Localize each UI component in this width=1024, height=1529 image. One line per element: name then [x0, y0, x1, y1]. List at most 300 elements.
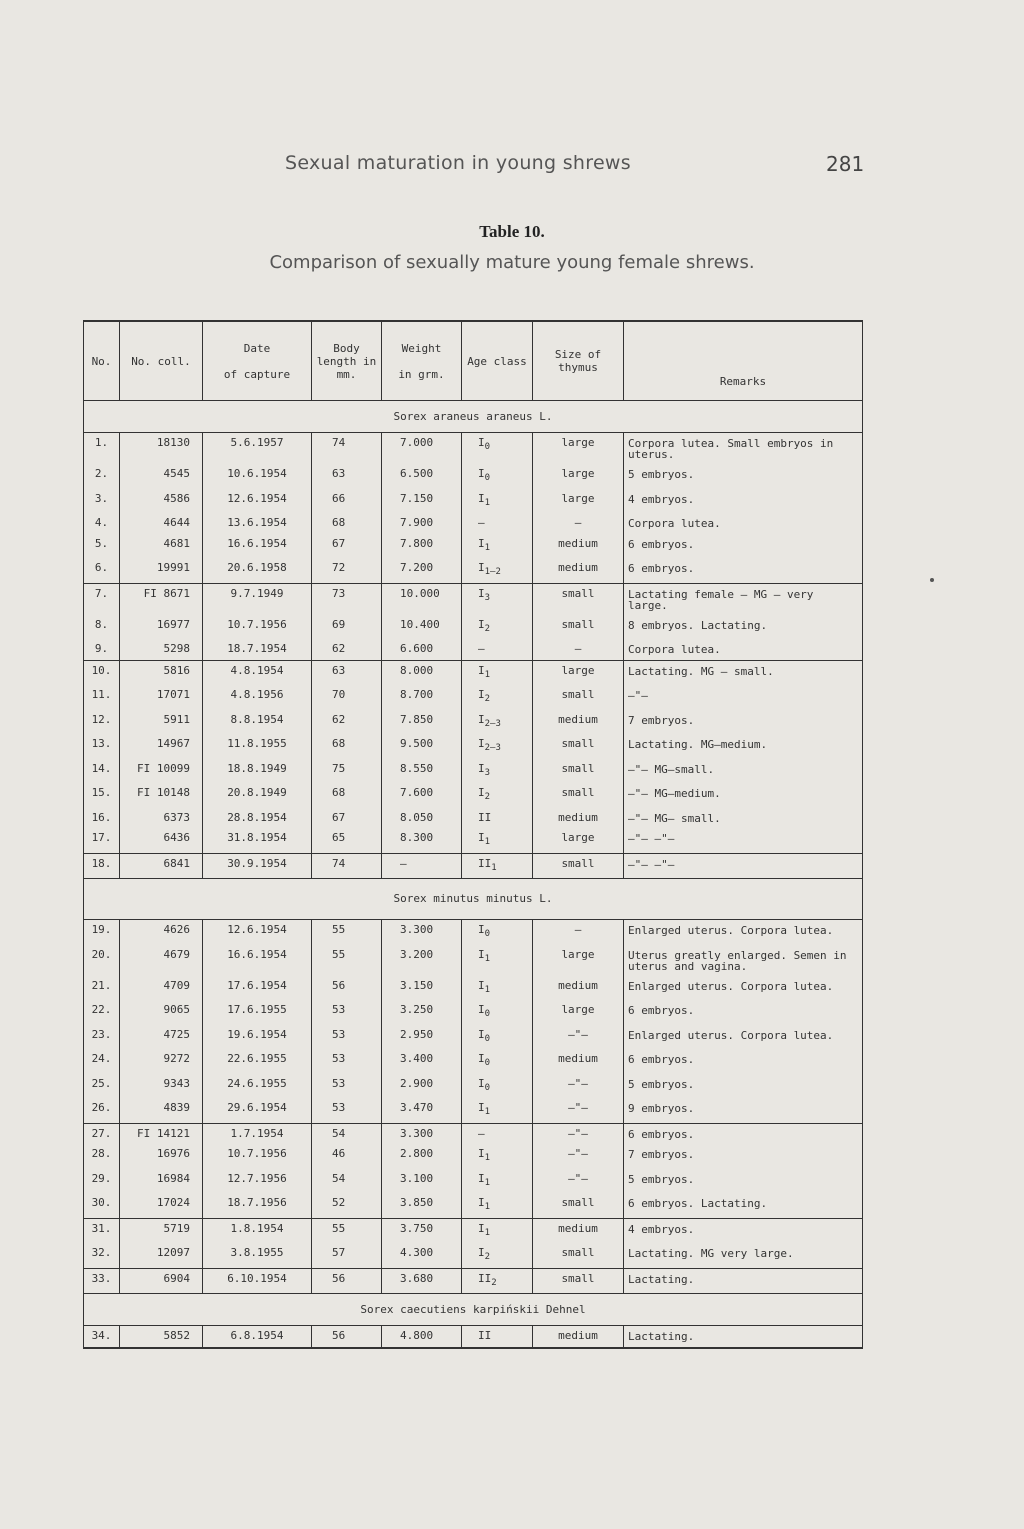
cell-remarks: Lactating female – MG – very large. — [624, 583, 863, 615]
cell-body-length: 69 — [312, 615, 382, 640]
cell-age-class — [462, 1098, 533, 1123]
cell-weight: 2.800 — [382, 1144, 462, 1169]
age-class-main: I — [478, 436, 485, 449]
cell-remarks: 4 embryos. — [624, 489, 863, 514]
cell-remarks: 6 embryos. — [624, 558, 863, 583]
cell-thymus-size: small — [533, 1243, 624, 1268]
cell-remarks: 4 embryos. — [624, 1218, 863, 1243]
col-header-remarks: Remarks — [624, 321, 863, 401]
cell-no: 5. — [84, 534, 120, 559]
age-class-subscript: 1 — [484, 984, 491, 995]
cell-remarks: Corpora lutea. — [624, 639, 863, 660]
age-class-subscript: 2 — [484, 694, 491, 704]
cell-weight: 7.900 — [382, 513, 462, 534]
age-class-subscript: 1 — [484, 1177, 491, 1188]
col-header-no: No. — [84, 321, 120, 401]
cell-date: 22.6.1955 — [203, 1049, 312, 1074]
table-row — [84, 710, 863, 735]
table-row — [84, 808, 863, 829]
cell-age-class — [462, 558, 533, 583]
cell-no: 1. — [84, 433, 120, 465]
cell-age-class — [462, 1193, 533, 1218]
age-class-subscript: 0 — [484, 1009, 491, 1019]
cell-thymus-size: medium — [533, 534, 624, 559]
cell-no: 34. — [84, 1326, 120, 1348]
cell-date: 31.8.1954 — [203, 828, 312, 853]
table-row — [84, 464, 863, 489]
cell-weight: 3.470 — [382, 1098, 462, 1123]
col-header-thymus: Size of thymus — [533, 321, 624, 401]
cell-age-class — [462, 534, 533, 559]
table-row — [84, 558, 863, 583]
table-row — [84, 1074, 863, 1099]
age-class-subscript: 1–2 — [484, 567, 501, 577]
cell-weight: 2.900 — [382, 1074, 462, 1099]
cell-weight: 3.300 — [382, 1123, 462, 1144]
cell-weight: 8.550 — [382, 759, 462, 784]
section-title: Sorex caecutiens karpińskii Dehnel — [84, 1294, 863, 1326]
cell-collection-number: 5816 — [120, 660, 203, 685]
cell-remarks: –"– MG–small. — [624, 759, 863, 784]
cell-body-length: 62 — [312, 639, 382, 660]
cell-no: 30. — [84, 1193, 120, 1218]
cell-remarks: 6 embryos. — [624, 1049, 863, 1074]
table-row — [84, 433, 863, 465]
cell-date: 17.6.1954 — [203, 976, 312, 1001]
cell-body-length: 56 — [312, 1268, 382, 1294]
cell-date: 1.7.1954 — [203, 1123, 312, 1144]
cell-body-length: 57 — [312, 1243, 382, 1268]
cell-body-length: 68 — [312, 513, 382, 534]
cell-remarks: 5 embryos. — [624, 1169, 863, 1194]
age-class-main: I — [478, 947, 485, 961]
table-row — [84, 1243, 863, 1268]
table-row — [84, 489, 863, 514]
cell-body-length: 54 — [312, 1169, 382, 1194]
cell-no: 24. — [84, 1049, 120, 1074]
cell-age-class — [462, 1025, 533, 1050]
table-row — [84, 1326, 863, 1348]
cell-collection-number: FI 8671 — [120, 583, 203, 615]
cell-no: 27. — [84, 1123, 120, 1144]
cell-age-class — [462, 920, 533, 945]
cell-thymus-size: large — [533, 660, 624, 685]
cell-date: 10.6.1954 — [203, 464, 312, 489]
age-class-subscript: 1 — [484, 1202, 491, 1212]
cell-body-length: 67 — [312, 808, 382, 829]
cell-body-length: 56 — [312, 976, 382, 1001]
cell-remarks: Enlarged uterus. Corpora lutea. — [624, 1025, 863, 1050]
cell-remarks: –"– MG– small. — [624, 808, 863, 829]
age-class-main: I — [478, 1003, 485, 1016]
cell-remarks: Lactating. MG – small. — [624, 660, 863, 685]
cell-age-class — [462, 639, 533, 660]
cell-weight: 7.800 — [382, 534, 462, 559]
cell-remarks: 6 embryos. Lactating. — [624, 1193, 863, 1218]
cell-weight: 7.600 — [382, 783, 462, 808]
cell-age-class — [462, 1074, 533, 1099]
cell-age-class — [462, 464, 533, 489]
age-class-subscript: 0 — [484, 929, 491, 939]
cell-remarks: 9 embryos. — [624, 1098, 863, 1123]
cell-weight: 4.800 — [382, 1326, 462, 1348]
cell-age-class — [462, 759, 533, 784]
cell-remarks: –"– — [624, 685, 863, 710]
table-row — [84, 615, 863, 640]
cell-weight: 8.700 — [382, 685, 462, 710]
age-class-main: I — [478, 1101, 485, 1114]
age-class-main: II — [478, 810, 492, 824]
col-header-length: Body length in mm. — [312, 321, 382, 401]
cell-weight: 6.600 — [382, 639, 462, 660]
cell-thymus-size: – — [533, 513, 624, 534]
cell-collection-number: 4725 — [120, 1025, 203, 1050]
cell-thymus-size: – — [533, 639, 624, 660]
cell-no: 6. — [84, 558, 120, 583]
cell-date: 13.6.1954 — [203, 513, 312, 534]
cell-body-length: 52 — [312, 1193, 382, 1218]
cell-age-class — [462, 1000, 533, 1025]
cell-thymus-size: small — [533, 685, 624, 710]
cell-remarks: Uterus greatly enlarged. Semen in uterus and vagina. — [624, 945, 863, 976]
cell-age-class — [462, 489, 533, 514]
cell-collection-number: 6373 — [120, 808, 203, 829]
cell-age-class — [462, 828, 533, 853]
table-row — [84, 853, 863, 879]
cell-date: 8.8.1954 — [203, 710, 312, 735]
age-class-subscript: 2 — [491, 1277, 497, 1288]
age-class-main: I — [478, 786, 485, 799]
cell-remarks: Enlarged uterus. Corpora lutea. — [624, 976, 863, 1001]
cell-remarks: –"– –"– — [624, 853, 863, 879]
cell-age-class — [462, 660, 533, 685]
cell-collection-number: 4839 — [120, 1098, 203, 1123]
cell-thymus-size: –"– — [533, 1169, 624, 1194]
cell-body-length: 55 — [312, 1218, 382, 1243]
cell-weight: 9.500 — [382, 734, 462, 759]
table-row — [84, 783, 863, 808]
cell-body-length: 75 — [312, 759, 382, 784]
cell-thymus-size: small — [533, 615, 624, 640]
age-class-subscript: 0 — [484, 1082, 491, 1093]
cell-age-class — [462, 433, 533, 465]
col-header-date: Date of capture — [203, 321, 312, 401]
table-body — [84, 401, 863, 1348]
cell-no: 17. — [84, 828, 120, 853]
cell-date: 18.7.1956 — [203, 1193, 312, 1218]
age-class-subscript: 1 — [484, 1153, 491, 1163]
cell-weight: 3.100 — [382, 1169, 462, 1194]
age-class-subscript: 0 — [484, 1033, 491, 1044]
cell-collection-number: 9343 — [120, 1074, 203, 1099]
age-class-subscript: 2–3 — [484, 743, 501, 753]
age-class-main: I — [478, 586, 485, 600]
age-class-main: I — [478, 663, 485, 677]
cell-weight: 8.000 — [382, 660, 462, 685]
cell-remarks: –"– MG–medium. — [624, 783, 863, 808]
cell-body-length: 53 — [312, 1074, 382, 1099]
cell-weight: 2.950 — [382, 1025, 462, 1050]
cell-date: 29.6.1954 — [203, 1098, 312, 1123]
cell-remarks: 6 embryos. — [624, 1123, 863, 1144]
cell-remarks: –"– –"– — [624, 828, 863, 853]
table-row — [84, 759, 863, 784]
age-class-main: I — [478, 1171, 485, 1185]
section-title: Sorex araneus araneus L. — [84, 401, 863, 433]
cell-body-length: 68 — [312, 734, 382, 759]
cell-no: 11. — [84, 685, 120, 710]
age-class-main: II — [478, 1329, 492, 1342]
age-class-subscript: 0 — [484, 442, 491, 452]
age-class-subscript: 1 — [484, 497, 491, 508]
cell-collection-number: 17024 — [120, 1193, 203, 1218]
cell-body-length: 62 — [312, 710, 382, 735]
cell-no: 13. — [84, 734, 120, 759]
cell-age-class — [462, 945, 533, 976]
table-row — [84, 1218, 863, 1243]
cell-no: 28. — [84, 1144, 120, 1169]
cell-date: 16.6.1954 — [203, 534, 312, 559]
cell-age-class — [462, 734, 533, 759]
age-class-main: I — [478, 467, 485, 480]
cell-thymus-size: medium — [533, 558, 624, 583]
cell-collection-number: 6904 — [120, 1268, 203, 1294]
cell-thymus-size: small — [533, 583, 624, 615]
cell-remarks: Lactating. MG very large. — [624, 1243, 863, 1268]
table-row — [84, 1025, 863, 1050]
age-class-main: – — [478, 1126, 485, 1140]
cell-age-class — [462, 710, 533, 735]
cell-remarks: 7 embryos. — [624, 1144, 863, 1169]
cell-date: 10.7.1956 — [203, 1144, 312, 1169]
cell-no: 23. — [84, 1025, 120, 1050]
cell-date: 12.6.1954 — [203, 489, 312, 514]
cell-thymus-size: large — [533, 433, 624, 465]
cell-collection-number: 12097 — [120, 1243, 203, 1268]
age-class-main: I — [478, 536, 485, 550]
cell-date: 28.8.1954 — [203, 808, 312, 829]
cell-collection-number: 4644 — [120, 513, 203, 534]
cell-weight: 3.680 — [382, 1268, 462, 1294]
cell-date: 9.7.1949 — [203, 583, 312, 615]
cell-thymus-size: large — [533, 945, 624, 976]
cell-remarks: 5 embryos. — [624, 1074, 863, 1099]
age-class-subscript: 1 — [484, 837, 491, 847]
age-class-subscript: 1 — [484, 669, 491, 680]
cell-body-length: 53 — [312, 1098, 382, 1123]
cell-remarks: 8 embryos. Lactating. — [624, 615, 863, 640]
cell-weight: 8.300 — [382, 828, 462, 853]
cell-date: 5.6.1957 — [203, 433, 312, 465]
cell-no: 29. — [84, 1169, 120, 1194]
cell-collection-number: 5852 — [120, 1326, 203, 1348]
cell-no: 2. — [84, 464, 120, 489]
cell-age-class — [462, 1326, 533, 1348]
cell-date: 19.6.1954 — [203, 1025, 312, 1050]
cell-body-length: 68 — [312, 783, 382, 808]
table-row — [84, 1098, 863, 1123]
section-title: Sorex minutus minutus L. — [84, 879, 863, 920]
cell-body-length: 53 — [312, 1000, 382, 1025]
cell-no: 19. — [84, 920, 120, 945]
cell-no: 22. — [84, 1000, 120, 1025]
cell-weight: 8.050 — [382, 808, 462, 829]
cell-date: 20.8.1949 — [203, 783, 312, 808]
cell-weight: 10.000 — [382, 583, 462, 615]
cell-weight: 3.150 — [382, 976, 462, 1001]
cell-collection-number: 4709 — [120, 976, 203, 1001]
cell-remarks: Lactating. MG–medium. — [624, 734, 863, 759]
cell-remarks: 6 embryos. — [624, 1000, 863, 1025]
running-head — [0, 152, 1024, 184]
section-header-row — [84, 1294, 863, 1326]
cell-thymus-size: small — [533, 734, 624, 759]
cell-thymus-size: small — [533, 853, 624, 879]
table-row — [84, 660, 863, 685]
cell-thymus-size: medium — [533, 1326, 624, 1348]
cell-body-length: 67 — [312, 534, 382, 559]
cell-collection-number: 14967 — [120, 734, 203, 759]
cell-date: 6.10.1954 — [203, 1268, 312, 1294]
cell-no: 8. — [84, 615, 120, 640]
cell-remarks: 7 embryos. — [624, 710, 863, 735]
cell-no: 3. — [84, 489, 120, 514]
cell-body-length: 74 — [312, 433, 382, 465]
cell-no: 14. — [84, 759, 120, 784]
cell-thymus-size: –"– — [533, 1025, 624, 1050]
age-class-main: – — [478, 516, 485, 529]
age-class-subscript: 1 — [491, 862, 497, 873]
table-caption: Comparison of sexually mature young female shrews. — [269, 252, 755, 273]
age-class-main: I — [478, 1196, 485, 1209]
cell-body-length: 73 — [312, 583, 382, 615]
cell-collection-number: 4545 — [120, 464, 203, 489]
age-class-main: I — [478, 491, 485, 505]
cell-age-class — [462, 808, 533, 829]
cell-date: 3.8.1955 — [203, 1243, 312, 1268]
cell-thymus-size: – — [533, 920, 624, 945]
cell-age-class — [462, 783, 533, 808]
table-row — [84, 1123, 863, 1144]
cell-collection-number: 4681 — [120, 534, 203, 559]
age-class-subscript: 0 — [484, 1058, 491, 1068]
cell-collection-number: 4586 — [120, 489, 203, 514]
cell-weight: 3.250 — [382, 1000, 462, 1025]
cell-weight: 3.400 — [382, 1049, 462, 1074]
cell-date: 12.6.1954 — [203, 920, 312, 945]
cell-thymus-size: small — [533, 759, 624, 784]
cell-no: 26. — [84, 1098, 120, 1123]
cell-no: 4. — [84, 513, 120, 534]
age-class-main: I — [478, 761, 485, 775]
cell-thymus-size: medium — [533, 1218, 624, 1243]
cell-no: 7. — [84, 583, 120, 615]
cell-no: 9. — [84, 639, 120, 660]
cell-date: 11.8.1955 — [203, 734, 312, 759]
cell-body-length: 53 — [312, 1049, 382, 1074]
table-row — [84, 639, 863, 660]
age-class-subscript: 2–3 — [484, 718, 501, 729]
cell-thymus-size: medium — [533, 710, 624, 735]
age-class-subscript: 0 — [484, 473, 491, 483]
table-row — [84, 1193, 863, 1218]
cell-date: 6.8.1954 — [203, 1326, 312, 1348]
table-row — [84, 920, 863, 945]
cell-no: 18. — [84, 853, 120, 879]
cell-remarks: 5 embryos. — [624, 464, 863, 489]
table-row — [84, 734, 863, 759]
cell-no: 33. — [84, 1268, 120, 1294]
cell-body-length: 74 — [312, 853, 382, 879]
cell-age-class — [462, 1243, 533, 1268]
cell-remarks: Corpora lutea. Small embryos in uterus. — [624, 433, 863, 465]
age-class-subscript: 2 — [484, 623, 491, 634]
table-row — [84, 828, 863, 853]
col-header-age: Age class — [462, 321, 533, 401]
age-class-main: I — [478, 831, 485, 844]
cell-remarks: Lactating. — [624, 1326, 863, 1348]
cell-collection-number: 4679 — [120, 945, 203, 976]
cell-age-class — [462, 685, 533, 710]
cell-remarks: 6 embryos. — [624, 534, 863, 559]
cell-body-length: 54 — [312, 1123, 382, 1144]
age-class-main: I — [478, 1076, 485, 1090]
table-header-row — [84, 321, 863, 401]
table-row — [84, 945, 863, 976]
cell-weight: 7.000 — [382, 433, 462, 465]
cell-thymus-size: large — [533, 489, 624, 514]
cell-weight: 3.750 — [382, 1218, 462, 1243]
running-title: Sexual maturation in young shrews — [285, 152, 631, 174]
cell-collection-number: FI 10099 — [120, 759, 203, 784]
age-class-main: I — [478, 561, 485, 574]
cell-collection-number: 16976 — [120, 1144, 203, 1169]
table-row — [84, 1144, 863, 1169]
cell-thymus-size: large — [533, 1000, 624, 1025]
cell-collection-number: 19991 — [120, 558, 203, 583]
cell-thymus-size: medium — [533, 808, 624, 829]
age-class-subscript: 1 — [484, 1107, 491, 1117]
cell-collection-number: 9065 — [120, 1000, 203, 1025]
cell-age-class — [462, 1218, 533, 1243]
cell-date: 4.8.1956 — [203, 685, 312, 710]
cell-no: 12. — [84, 710, 120, 735]
cell-date: 30.9.1954 — [203, 853, 312, 879]
cell-collection-number: 5719 — [120, 1218, 203, 1243]
cell-age-class — [462, 976, 533, 1001]
table-row — [84, 1000, 863, 1025]
cell-thymus-size: large — [533, 464, 624, 489]
cell-age-class — [462, 1169, 533, 1194]
cell-no: 21. — [84, 976, 120, 1001]
cell-date: 18.8.1949 — [203, 759, 312, 784]
age-class-subscript: 2 — [484, 1252, 491, 1262]
cell-body-length: 70 — [312, 685, 382, 710]
print-speck — [930, 578, 934, 582]
age-class-main: I — [478, 1052, 485, 1065]
col-header-weight: Weight in grm. — [382, 321, 462, 401]
cell-weight: 3.300 — [382, 920, 462, 945]
cell-body-length: 55 — [312, 945, 382, 976]
cell-date: 18.7.1954 — [203, 639, 312, 660]
cell-collection-number: 9272 — [120, 1049, 203, 1074]
age-class-main: I — [478, 712, 485, 726]
shrew-table — [83, 320, 863, 1349]
cell-weight: 4.300 — [382, 1243, 462, 1268]
cell-no: 25. — [84, 1074, 120, 1099]
cell-weight: 7.200 — [382, 558, 462, 583]
cell-date: 4.8.1954 — [203, 660, 312, 685]
